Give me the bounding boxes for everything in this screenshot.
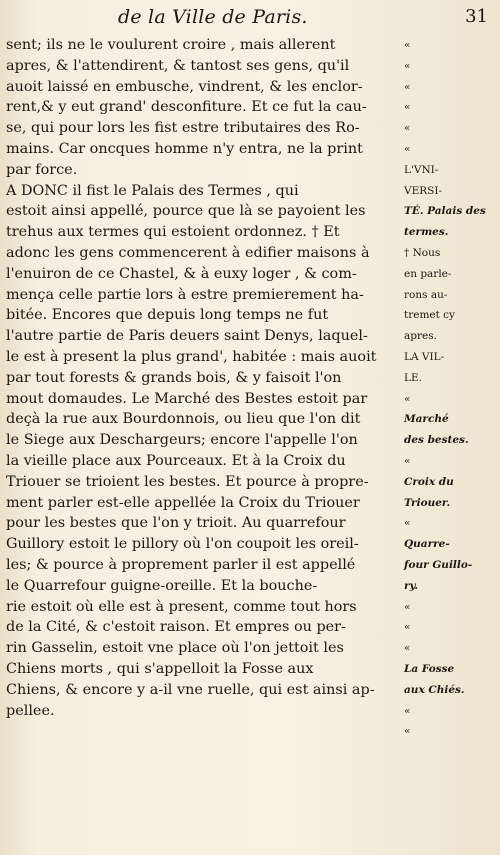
margin-note: Triouer. <box>404 496 451 509</box>
quote-mark: « <box>404 642 411 655</box>
text-line: l'enuiron de ce Chastel, & à euxy loger , & com- <box>6 265 357 282</box>
margin-note: Marché <box>404 413 449 426</box>
text-line: Triouer se trioient les bestes. Et pource à propre- <box>6 473 369 490</box>
quote-mark: « <box>404 39 411 51</box>
quote-mark: « <box>404 80 411 93</box>
margin-note: aux Chiés. <box>404 683 465 696</box>
quote-mark: « <box>404 142 411 155</box>
text-line: de la Cité, & c'estoit raison. Et empres ou per- <box>6 619 346 636</box>
text-line: mains. Car oncques homme n'y entra, ne la print <box>6 140 363 157</box>
margin-note: † Nous <box>404 246 441 259</box>
quote-mark: « <box>404 621 411 634</box>
margin-note: des bestes. <box>404 434 469 447</box>
margin-note: LA VIL- <box>404 350 445 363</box>
text-line: adonc les gens commencerent à edifier maisons à <box>6 244 370 261</box>
text-line: Chiens, & encore y a-il vne ruelle, qui est ainsi ap- <box>6 681 375 698</box>
margin-note: en parle- <box>404 267 452 280</box>
text-line: sent; ils ne le voulurent croire , mais allerent <box>6 37 336 53</box>
text-line: rin Gasselin, estoit vne place où l'on jettoit les <box>6 640 344 657</box>
text-line: estoit ainsi appellé, pource que là se payoient les <box>6 203 366 220</box>
text-line: bitée. Encores que depuis long temps ne fut <box>6 307 329 324</box>
main-text <box>6 35 402 721</box>
margin-note: rons au- <box>404 288 448 301</box>
text-line: la vieille place aux Pourceaux. Et à la Croix du <box>6 452 346 469</box>
margin-note: Quarre- <box>404 538 450 551</box>
text-line: Guillory estoit le pillory où l'on coupoit les oreil- <box>6 536 359 553</box>
quote-mark: « <box>404 517 411 530</box>
text-line: trehus aux termes qui estoient ordonnez. † Et <box>6 224 340 241</box>
text-line: deçà la rue aux Bourdonnois, ou lieu que l'on dit <box>6 411 361 428</box>
quote-mark: « <box>404 725 411 738</box>
text-line: le Siege aux Deschargeurs; encore l'appelle l'on <box>6 432 358 449</box>
margin-note: termes. <box>404 226 449 239</box>
margin-note: apres. <box>404 330 437 343</box>
margin-note: L'VNI- <box>404 163 439 176</box>
text-line: rent,& y eut grand' desconfiture. Et ce fut la cau- <box>6 99 367 116</box>
quote-mark: « <box>404 704 411 717</box>
quote-mark: « <box>404 600 411 613</box>
running-title: de la Ville de Paris. <box>118 6 308 28</box>
text-line: le Quarrefour guigne-oreille. Et la bouche- <box>6 577 318 594</box>
quote-mark: « <box>404 59 411 72</box>
text-line: mout domaudes. Le Marché des Bestes estoit par <box>6 390 368 407</box>
text-line: pour les bestes que l'on y trioit. Au quarrefour <box>6 515 346 532</box>
margin-note: LE. <box>404 371 422 384</box>
text-line: l'autre partie de Paris deuers saint Denys, laquel- <box>6 328 368 345</box>
margin-notes <box>402 35 498 742</box>
margin-note: tremet cy <box>404 309 455 322</box>
quote-mark: « <box>404 122 411 135</box>
text-line: par tout forests & grands bois, & y faisoit l'on <box>6 369 342 386</box>
text-line: Chiens morts , qui s'appelloit la Fosse aux <box>6 660 314 677</box>
text-line: le est à present la plus grand', habitée : mais auoit <box>6 348 377 365</box>
page-header <box>118 6 488 30</box>
margin-note: La Fosse <box>404 662 455 675</box>
text-line: apres, & l'attendirent, & tantost ses gens, qu'il <box>6 57 350 74</box>
page-number: 31 <box>465 6 488 27</box>
quote-mark: « <box>404 101 411 114</box>
margin-note: ry. <box>404 579 419 592</box>
text-line: par force. <box>6 161 78 178</box>
text-line: A DONC il fist le Palais des Termes , qui <box>6 182 299 199</box>
text-line: ment parler est-elle appellée la Croix du Triouer <box>6 494 360 511</box>
quote-mark: « <box>404 392 411 405</box>
margin-note: TÉ. Palais des <box>404 205 486 218</box>
quote-mark: « <box>404 454 411 467</box>
text-line: se, qui pour lors les fist estre tributaires des Ro- <box>6 120 360 137</box>
text-line: les; & pource à proprement parler il est appellé <box>6 556 356 573</box>
margin-note: four Guillo- <box>404 558 473 571</box>
margin-note: Croix du <box>404 475 454 488</box>
margin-note: VERSI- <box>404 184 443 197</box>
text-line: rie estoit où elle est à present, comme tout hors <box>6 598 357 615</box>
text-line: mença celle partie lors à estre premierement ha- <box>6 286 364 303</box>
text-line: pellee. <box>6 702 55 719</box>
text-line: auoit laissé en embusche, vindrent, & les enclor- <box>6 78 363 95</box>
